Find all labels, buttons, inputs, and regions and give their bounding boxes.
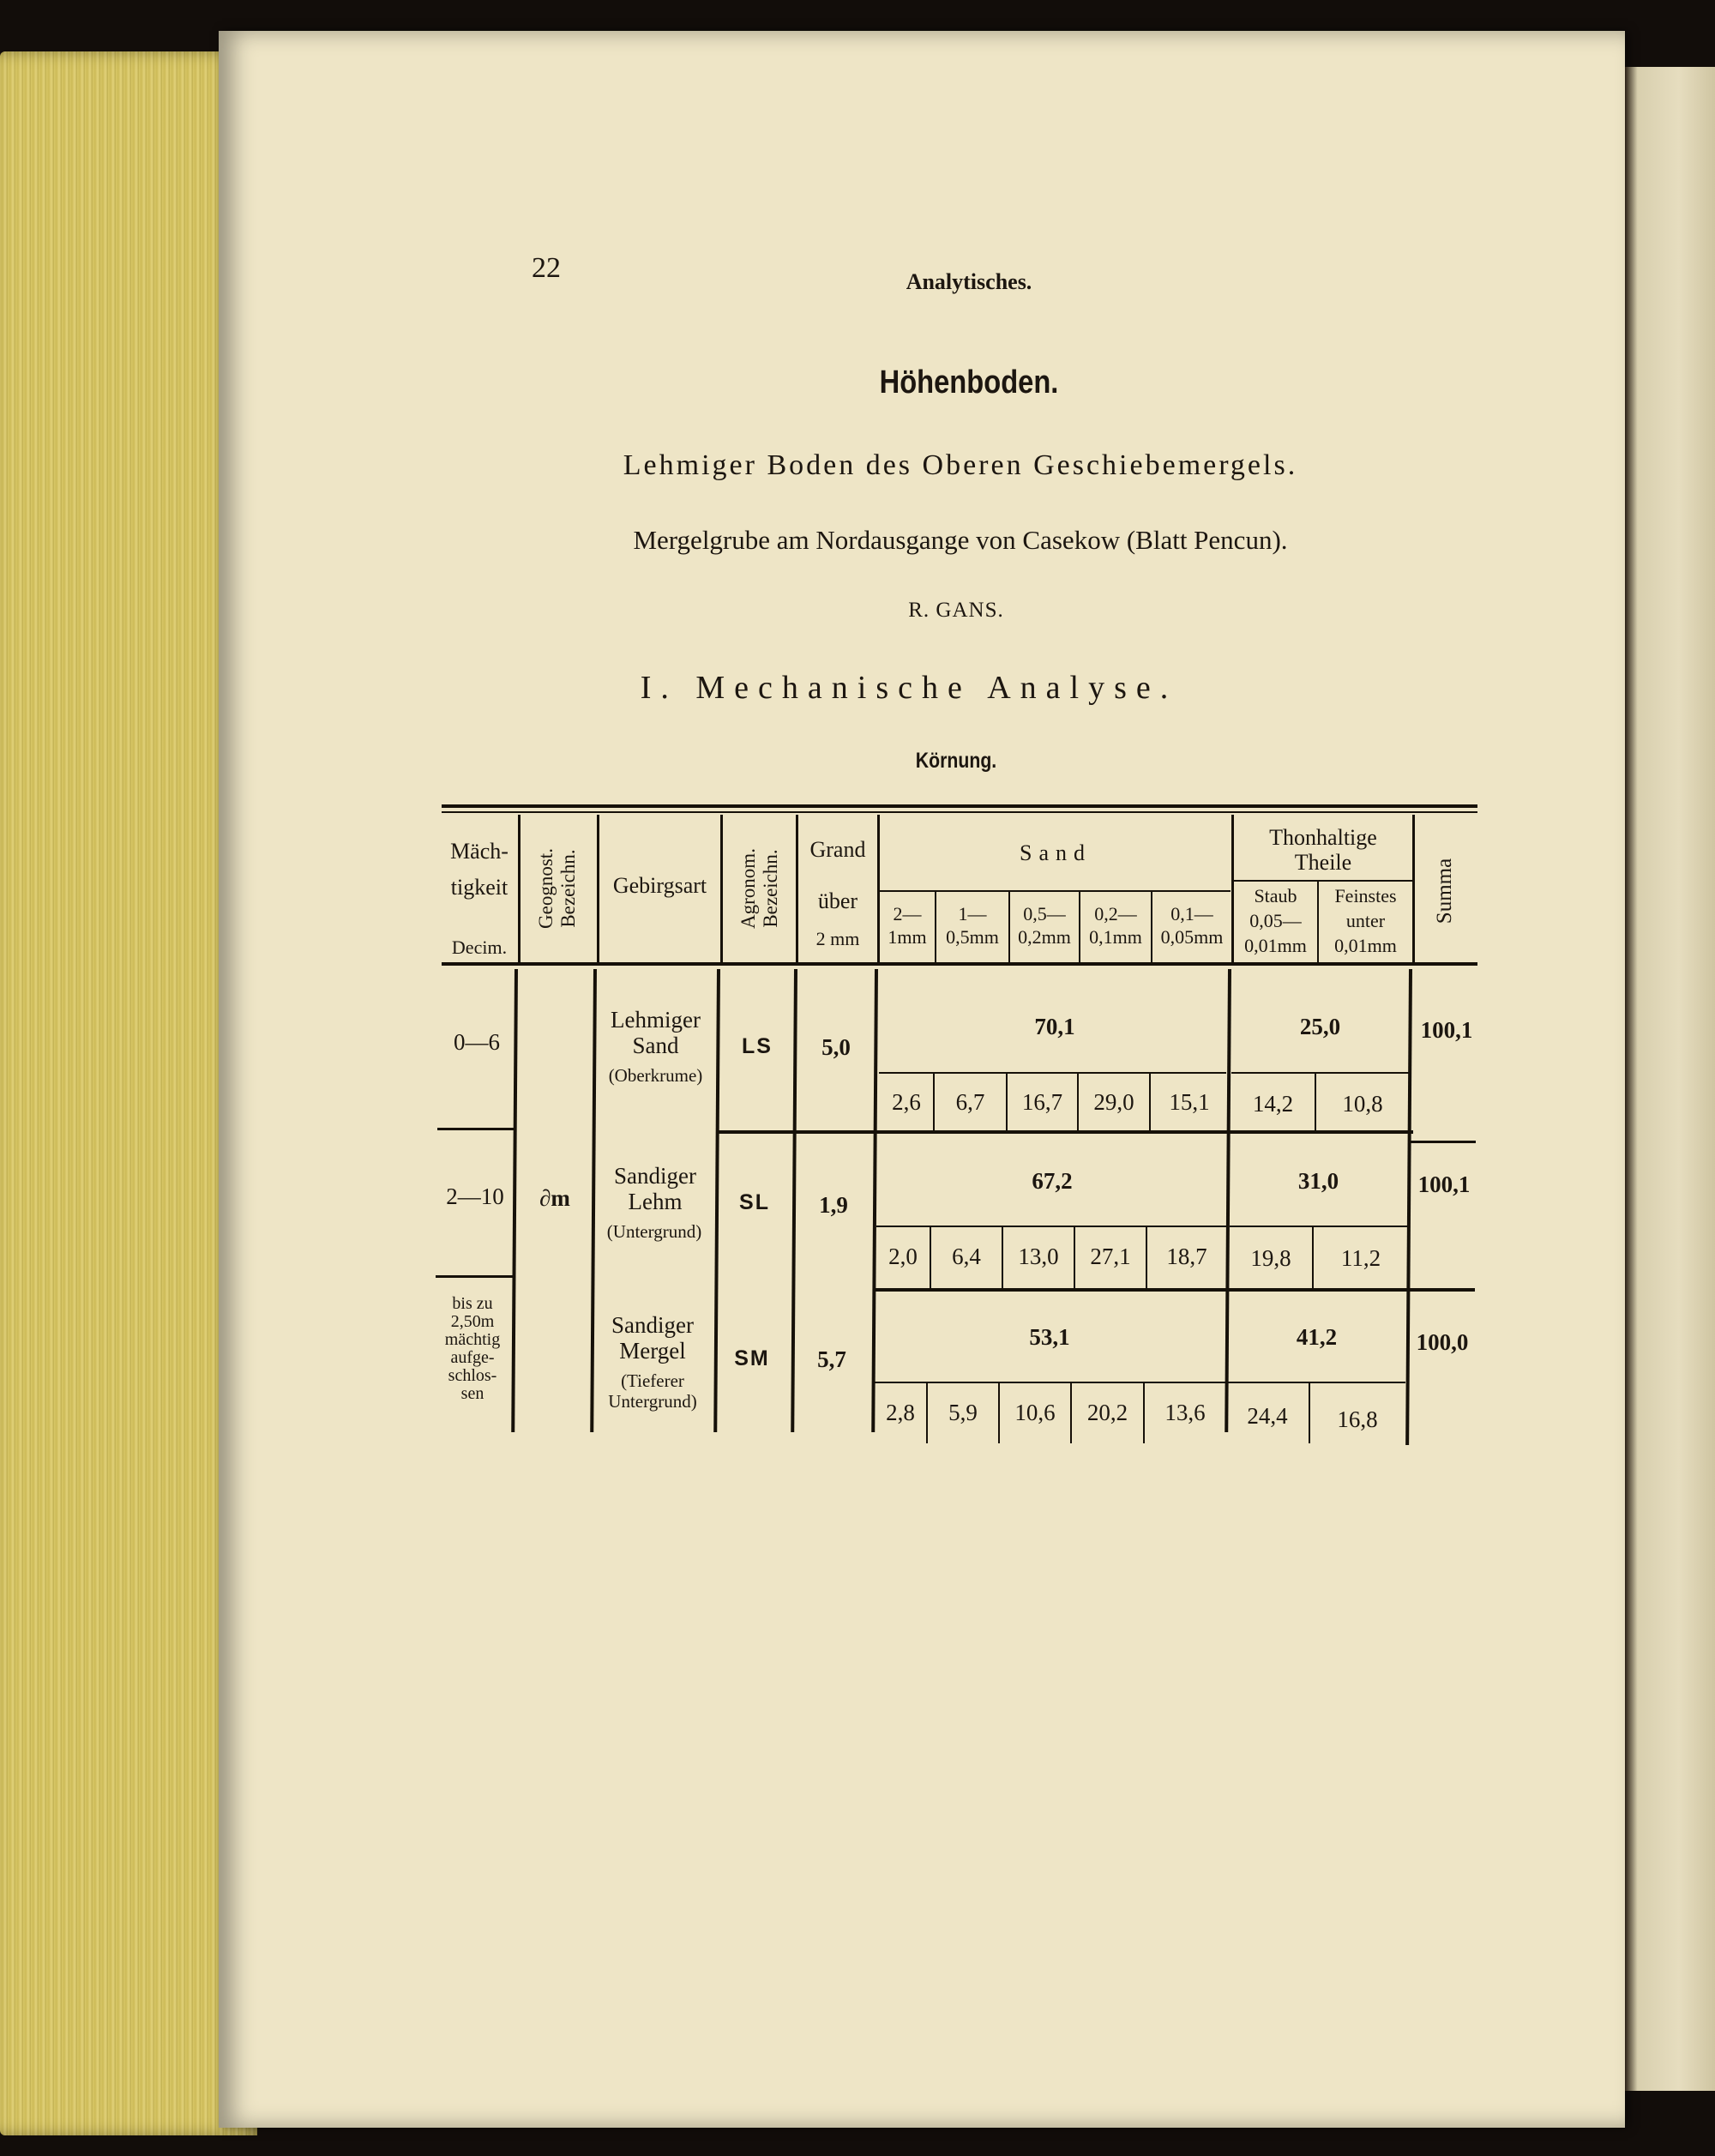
col-rule-3 [720,815,723,964]
row-rule-1-left [437,1128,516,1130]
running-head: Analytisches. [906,269,1032,294]
row-rule-2 [875,1288,1475,1292]
sub-rule-1b [1231,1072,1409,1074]
row2-agronom: SL [739,1190,770,1214]
row1-sand-3: 16,7 [1021,1089,1063,1115]
row2-maechtigkeit: 2—10 [446,1183,504,1209]
row-rule-1 [717,1130,1413,1134]
row2-sand-5: 18,7 [1166,1244,1207,1269]
col-rule-7 [1412,815,1415,964]
row3-staub: 24,4 [1247,1403,1288,1429]
row3-agronom: SM [734,1346,770,1370]
row2-sand-2: 6,4 [952,1244,981,1269]
row3-sand-4: 20,2 [1086,1400,1128,1425]
row3-feinstes: 16,8 [1337,1406,1378,1432]
summa-rule-2 [1411,1289,1475,1292]
header-grand: Grand [809,837,866,862]
row2-gebirgsart: Sandiger Lehm [614,1163,696,1214]
row1-gebirgsart: Lehmiger Sand [611,1007,701,1058]
row2-gebirgsart-note: (Untergrund) [606,1221,702,1242]
author: R. GANS. [908,599,1004,622]
row3-sand-total: 53,1 [1029,1324,1070,1350]
row1-summa: 100,1 [1420,1017,1473,1043]
row2-sand-3: 13,0 [1018,1244,1059,1269]
row1-thon-total: 25,0 [1299,1014,1341,1039]
row3-maechtigkeit: bis zu 2,50m mächtig aufge- schlos- sen [444,1294,501,1403]
row3-sand-3: 10,6 [1014,1400,1056,1425]
header-sand-3: 0,5— 0,2mm [1018,903,1071,948]
row3-summa: 100,0 [1416,1329,1469,1355]
sub-rule-1 [879,1072,1226,1074]
row1-gebirgsart-note: (Oberkrume) [608,1065,703,1086]
row2-summa: 100,1 [1417,1171,1471,1197]
row2-thon-total: 31,0 [1297,1168,1339,1194]
row3-gebirgsart: Sandiger Mergel [611,1312,694,1364]
thon-header-rule [1232,880,1412,882]
header-sand-5: 0,1— 0,05mm [1160,903,1224,948]
row3-thon-total: 41,2 [1296,1324,1338,1350]
row1-maechtigkeit: 0—6 [454,1029,500,1055]
col-rule-1 [518,815,521,964]
header-agronom: Agronom. Bezeichn. [737,848,781,929]
header-sand-2: 1— 0,5mm [946,903,999,948]
header-summa: Summa [1433,858,1456,924]
header-staub: Staub 0,05— 0,01mm [1244,885,1307,956]
row1-staub: 14,2 [1252,1091,1294,1117]
analysis-heading: I. Mechanische Analyse. [640,670,1178,706]
header-thon: Thonhaltige Theile [1269,825,1377,875]
row1-feinstes: 10,8 [1342,1091,1383,1117]
locality: Mergelgrube am Nordausgange von Casekow (Blatt Pencun). [633,525,1288,555]
row2-geognost: ∂m [539,1185,570,1211]
header-sand: Sand [1020,840,1092,865]
row1-grand: 5,0 [821,1034,851,1060]
table-caption: Körnung. [915,749,997,773]
summa-rule-1 [1411,1141,1476,1143]
sand-header-rule [879,890,1231,892]
sub-rule-2b [1230,1226,1407,1227]
header-grand-ueber: über [817,888,858,913]
facing-page-edge [1625,67,1715,2091]
header-decim: Decim. [451,936,508,958]
table-top-rule-thin [442,811,1477,813]
row3-grand: 5,7 [817,1346,846,1372]
header-sand-4: 0,2— 0,1mm [1089,903,1142,948]
header-maechtigkeit: Mäch- tigkeit [450,839,508,900]
row1-sand-2: 6,7 [955,1089,985,1115]
sub-rule-3b [1228,1382,1405,1383]
table-top-rule [442,804,1477,808]
row3-sand-5: 13,6 [1164,1400,1206,1425]
row2-grand: 1,9 [819,1192,848,1218]
row1-sand-1: 2,6 [892,1089,921,1115]
page-number: 22 [532,252,561,284]
header-sand-1: 2— 1mm [888,903,927,948]
row1-agronom: LS [742,1034,773,1058]
row1-sand-4: 29,0 [1093,1089,1134,1115]
book-page [219,31,1625,2128]
subtitle: Lehmiger Boden des Oberen Geschiebemergels. [623,449,1298,481]
header-gebirgsart: Gebirgsart [612,873,707,898]
header-geognost: Geognost. Bezeichn. [535,848,579,929]
row3-sand-2: 5,9 [948,1400,978,1425]
row2-sand-total: 67,2 [1032,1168,1073,1194]
row1-sand-total: 70,1 [1034,1014,1075,1039]
row3-sand-1: 2,8 [886,1400,915,1425]
row2-feinstes: 11,2 [1340,1245,1381,1271]
section-title: Höhenboden. [879,364,1059,400]
header-feinstes: Feinstes unter 0,01mm [1334,885,1397,956]
row2-sand-4: 27,1 [1090,1244,1131,1269]
row1-sand-5: 15,1 [1169,1089,1210,1115]
row-rule-2-left [436,1275,514,1278]
row3-gebirgsart-note: (Tieferer Untergrund) [608,1370,697,1412]
header-grand-mm: 2 mm [815,928,860,949]
row2-sand-1: 2,0 [888,1244,918,1269]
row2-staub: 19,8 [1250,1245,1291,1271]
